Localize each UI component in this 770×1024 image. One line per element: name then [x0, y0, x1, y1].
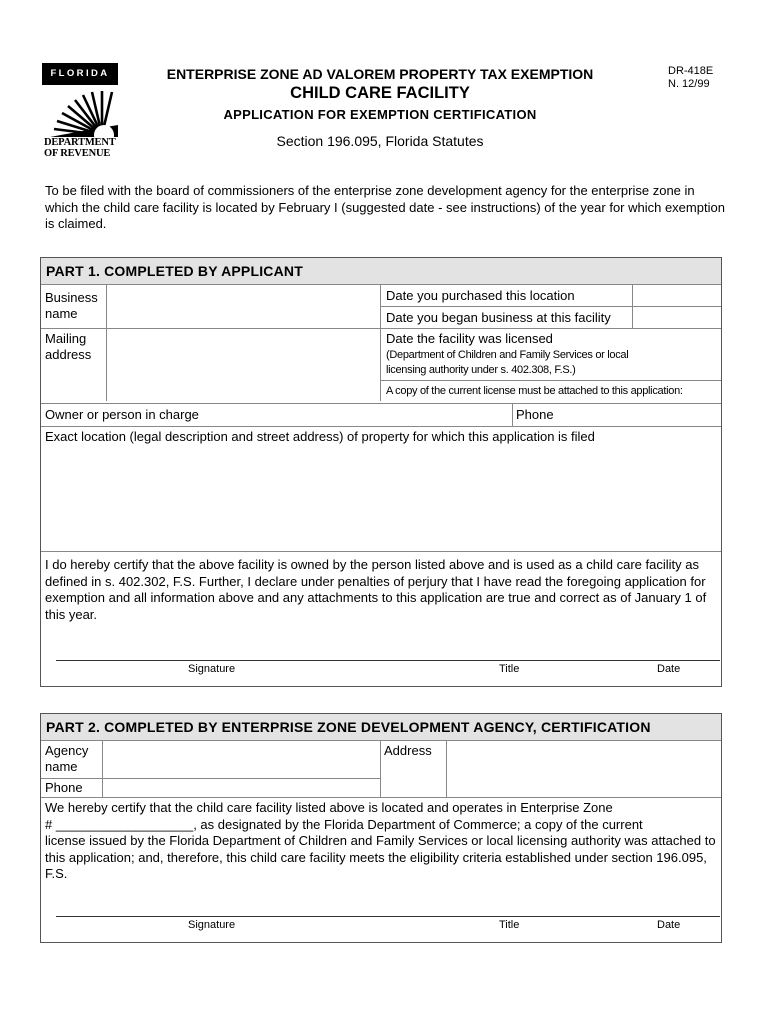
intro-paragraph: To be filed with the board of commissioners of the enterprise zone development agency for the enterprise zone in which the child care facility is located by February I (suggested date - see instructions) of the year for which exemption is claimed. — [45, 183, 725, 231]
title-exemption: ENTERPRISE ZONE AD VALOREM PROPERTY TAX EXEMPTION — [166, 66, 594, 82]
agency-certify-line2: # ___________________, as designated by the Florida Department of Commerce; a copy of the current — [45, 817, 643, 832]
agency-phone-label: Phone — [45, 780, 83, 795]
applicant-date-label: Date — [657, 663, 681, 675]
license-copy-note: A copy of the current license must be attached to this application: — [386, 385, 683, 397]
agency-certify-line1: We hereby certify that the child care facility listed above is located and operates in Enterprise Zone — [45, 800, 613, 815]
mailing-address-label: Mailing address — [45, 331, 92, 362]
title-application: APPLICATION FOR EXEMPTION CERTIFICATION — [223, 107, 537, 122]
form-number: DR-418E N. 12/99 — [668, 65, 714, 90]
owner-label: Owner or person in charge — [45, 407, 199, 422]
florida-dor-logo — [42, 63, 118, 161]
agency-name-label: Agency name — [45, 743, 89, 774]
logo-florida-text: FLORIDA — [42, 63, 118, 85]
licensing-authority-note: (Department of Children and Family Services or local licensing authority under s. 402.308, F.S.) — [386, 349, 629, 376]
applicant-signature-label: Signature — [188, 663, 236, 675]
mailing-address-field[interactable] — [108, 330, 378, 401]
agency-signature-line[interactable] — [56, 916, 720, 917]
sunburst-icon — [42, 85, 118, 137]
date-licensed-label: Date the facility was licensed — [386, 331, 553, 346]
agency-certify-rest: license issued by the Florida Department of Children and Family Services or local licensing authority was attached to this application; and, therefore, this child care facility meets the eligibility criteria established under section 196.095, F.S. — [45, 833, 716, 881]
owner-field[interactable] — [210, 405, 510, 424]
part2-heading: PART 2. COMPLETED BY ENTERPRISE ZONE DEVELOPMENT AGENCY, CERTIFICATION — [41, 714, 721, 741]
agency-name-field[interactable] — [104, 742, 378, 776]
agency-address-label: Address — [384, 743, 432, 758]
date-began-field[interactable] — [634, 308, 719, 327]
phone-field[interactable] — [560, 405, 718, 424]
logo-department-text: DEPARTMENT OF REVENUE — [44, 137, 116, 159]
agency-date-label: Date — [657, 919, 681, 931]
applicant-signature-line[interactable] — [56, 660, 720, 661]
agency-address-field[interactable] — [448, 742, 718, 795]
statute-reference: Section 196.095, Florida Statutes — [276, 133, 484, 149]
applicant-title-label: Title — [499, 663, 520, 675]
date-purchased-label: Date you purchased this location — [386, 288, 575, 303]
business-name-field[interactable] — [108, 287, 378, 326]
agency-title-label: Title — [499, 919, 520, 931]
title-child-care-facility: CHILD CARE FACILITY — [290, 84, 470, 102]
business-name-label: Business name — [45, 290, 98, 321]
phone-label: Phone — [516, 407, 554, 422]
date-purchased-field[interactable] — [634, 287, 719, 305]
date-began-label: Date you began business at this facility — [386, 310, 611, 325]
agency-signature-label: Signature — [188, 919, 236, 931]
location-label: Exact location (legal description and street address) of property for which this application is filed — [45, 429, 595, 444]
part1-heading: PART 1. COMPLETED BY APPLICANT — [41, 258, 721, 285]
location-field[interactable] — [43, 447, 718, 549]
applicant-certification-text: I do hereby certify that the above facility is owned by the person listed above and is used as a child care facility as defined in s. 402.302, F.S. Further, I declare under penalties of perjury that I have read the foregoing application for exemption and all information above and any attachments to this application are true and correct as of January 1 of this year. — [45, 557, 707, 622]
agency-phone-field[interactable] — [104, 779, 378, 796]
